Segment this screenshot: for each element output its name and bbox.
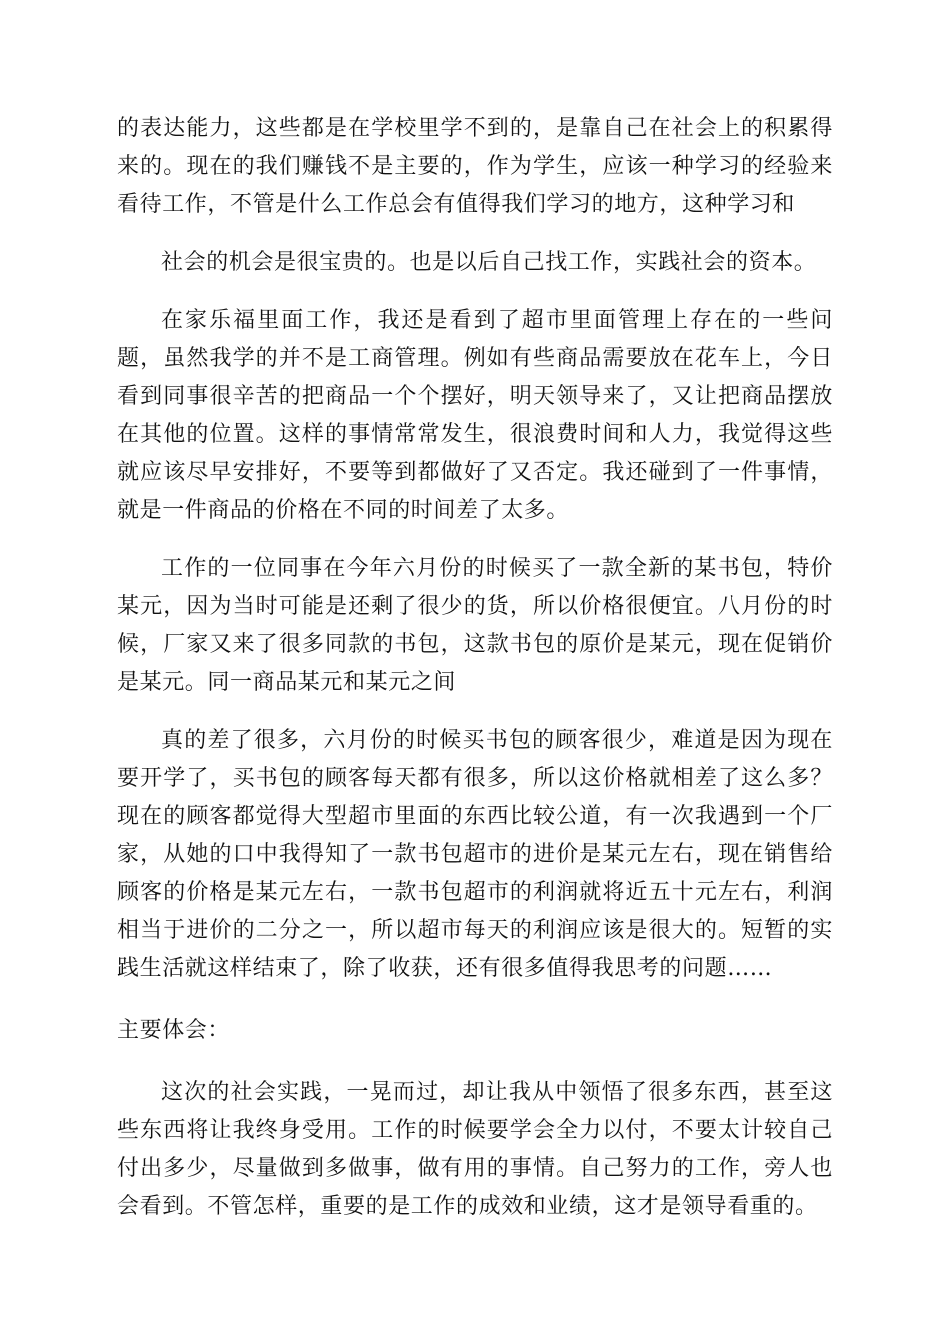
paragraph-management-issues: 在家乐福里面工作，我还是看到了超市里面管理上存在的一些问题，虽然我学的并不是工商管理。例如有些商品需要放在花车上，今日看到同事很辛苦的把商品一个个摆好，明天领导来了，又让把商品摆放在其他的位置。这样的事情常常发生，很浪费时间和人力，我觉得这些就应该尽早安排好，不要等到都做好了又否定。我还碰到了一件事情，就是一件商品的价格在不同的时间差了太多。: [117, 308, 833, 523]
paragraph-social-opportunity: 社会的机会是很宝贵的。也是以后自己找工作，实践社会的资本。: [161, 250, 817, 275]
section-heading-main-experience: 主要体会：: [117, 1018, 231, 1043]
paragraph-continuation: 的表达能力，这些都是在学校里学不到的，是靠自己在社会上的积累得来的。现在的我们赚钱不是主要的，作为学生，应该一种学习的经验来看待工作，不管是什么工作总会有值得我们学习的地方，这种学习和: [117, 116, 833, 217]
paragraph-main-experience: 这次的社会实践，一晃而过，却让我从中领悟了很多东西，甚至这些东西将让我终身受用。工作的时候要学会全力以付，不要太计较自己付出多少，尽量做到多做事，做有用的事情。自己努力的工作，旁人也会看到。不管怎样，重要的是工作的成效和业绩，这才是领导看重的。: [117, 1080, 833, 1219]
document-body: [117, 110, 833, 1226]
paragraph-bag-price: 工作的一位同事在今年六月份的时候买了一款全新的某书包，特价某元，因为当时可能是还剩了很少的货，所以价格很便宜。八月份的时候，厂家又来了很多同款的书包，这款书包的原价是某元，现在促销价是某元。同一商品某元和某元之间: [117, 556, 833, 695]
paragraph-price-difference: 真的差了很多，六月份的时候买书包的顾客很少，难道是因为现在要开学了，买书包的顾客每天都有很多，所以这价格就相差了这么多？现在的顾客都觉得大型超市里面的东西比较公道，有一次我遇到一个厂家，从她的口中我得知了一款书包超市的进价是某元左右，现在销售给顾客的价格是某元左右，一款书包超市的利润就将近五十元左右，利润相当于进价的二分之一，所以超市每天的利润应该是很大的。短暂的实践生活就这样结束了，除了收获，还有很多值得我思考的问题……: [117, 728, 833, 981]
